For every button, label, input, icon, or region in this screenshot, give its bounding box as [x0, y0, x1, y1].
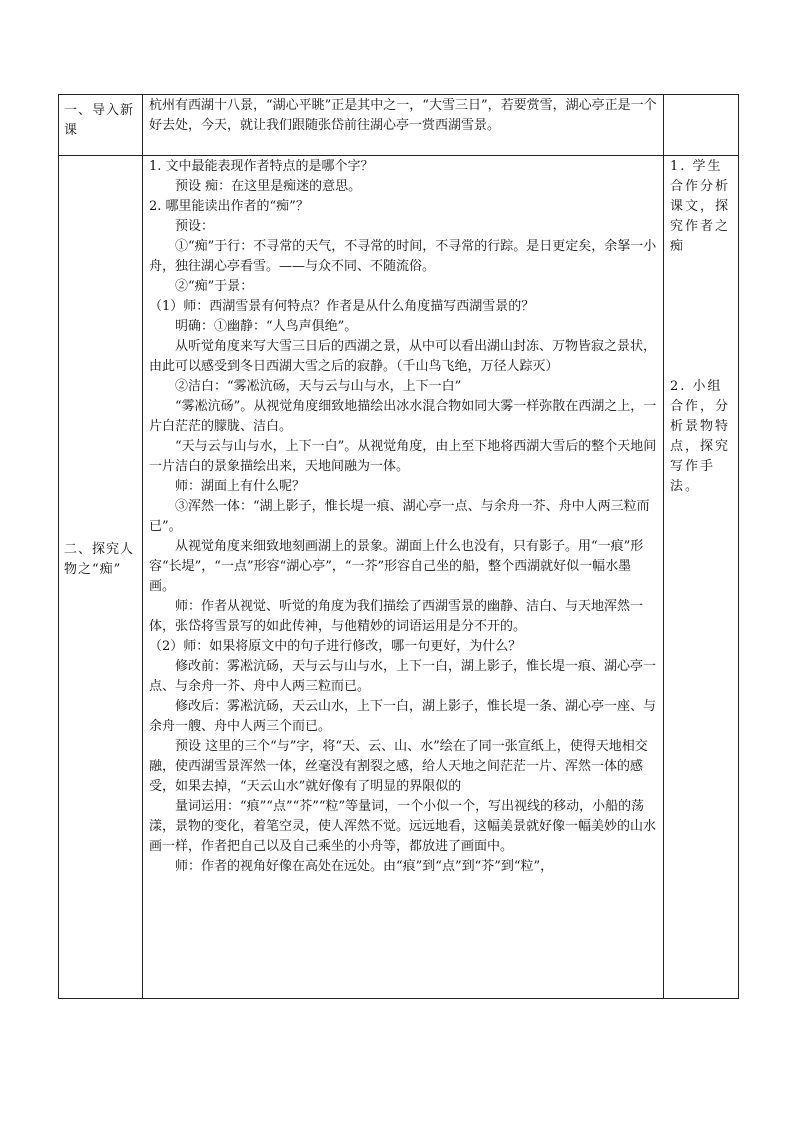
point-1: ①“痴”于行：不寻常的天气，不寻常的时间，不寻常的行踪。是日更定矣，余拏一小舟，独往湖心亭看雪。——与众不同、不随流俗。 [149, 239, 657, 274]
section-label: 二、探究人物之“痴” [64, 542, 135, 577]
note-1: 1. 学生合作分析课文，探究作者之痴 [670, 159, 731, 254]
paragraph: 从听觉角度来写大雪三日后的西湖之景，从中可以看出湖山封冻、万物皆寂之景状，由此可以感受到冬日西湖大雪之后的寂静。（千山鸟飞绝，万径人踪灭） [149, 339, 657, 374]
note-cell [664, 95, 739, 156]
notes-body [664, 156, 738, 497]
section-cell [59, 156, 143, 999]
paragraph: 师：作者的视角好像在高处在远处。由“痕”到“点”到“芥”到“粒”， [175, 859, 554, 874]
paragraph: “天与云与山与水，上下一白”。从视觉角度，由上至下地将西湖大雪后的整个天地间一片洁白的景象描绘出来，天地间融为一体。 [149, 439, 657, 474]
table-row [59, 156, 739, 999]
question-2: 2. 哪里能读出作者的“痴”？ [149, 199, 309, 214]
clarify-3: ③浑然一体：“湖上影子，惟长堤一痕、湖心亭一点、与余舟一芥、舟中人两三粒而已”。 [149, 499, 650, 534]
table-row [59, 95, 739, 156]
note-2: 2. 小组合作，分析景物特点，探究写作手法。 [670, 379, 731, 494]
note-text [664, 95, 738, 96]
paragraph: 师：作者从视觉、听觉的角度为我们描绘了西湖雪景的幽静、洁白、与天地浑然一体，张岱将雪景写的如此传神，与他精妙的词语运用是分不开的。 [149, 599, 644, 634]
note-cell [664, 156, 739, 999]
paragraph: 量词运用：“痕”“点”“芥”“粒”等量词，一个小似一个，写出视线的移动，小船的荡漾，景物的变化，着笔空灵，使人浑然不觉。远远地看，这幅美景就好像一幅美妙的山水画一样，作者把自己以及自己乘坐的小舟等，都放进了画面中。 [149, 799, 657, 854]
paragraph: “雾凇沆砀”。从视觉角度细致地描绘出冰水混合物如同大雾一样弥散在西湖之上，一片白茫茫的朦胧、洁白。 [149, 399, 657, 434]
sub-question-1: （1）师：西湖雪景有何特点？作者是从什么角度描写西湖雪景的？ [149, 299, 535, 314]
clarify-2: ②洁白：“雾凇沆砀，天与云与山与水，上下一白” [175, 379, 462, 394]
teacher-question: 师：湖面上有什么呢？ [175, 479, 306, 494]
content-cell [143, 95, 664, 156]
clarify-1: 明确：①幽静：“人鸟声俱绝”。 [175, 319, 358, 334]
point-2: ②“痴”于景： [175, 279, 254, 294]
section-cell [59, 95, 143, 156]
content-cell [143, 156, 664, 999]
paragraph: 预设 这里的三个“与”字，将“天、云、山、水”绘在了同一张宣纸上，使得天地相交融，使西湖雪景浑然一体，丝毫没有割裂之感，给人天地之间茫茫一片、浑然一体的感受，如果去掉，“天云山水”就好像有了明显的界限似的 [149, 739, 648, 794]
after-revision: 修改后：雾凇沆砀，天云山水，上下一白，湖上影子，惟长堤一条、湖心亭一座、与余舟一艘、舟中人两三个而已。 [149, 699, 657, 734]
lesson-plan-table [58, 94, 739, 999]
paragraph: 从视觉角度来细致地刻画湖上的景象。湖面上什么也没有，只有影子。用“一痕”形容“长堤”，“一点”形容“湖心亭”，“一芥”形容自己坐的船，整个西湖就好似一幅水墨画。 [149, 539, 644, 594]
section-label: 一、导入新课 [64, 103, 135, 138]
answer-1: 预设 痴：在这里是痴迷的意思。 [175, 179, 362, 194]
preset-label: 预设： [175, 219, 215, 234]
content-text: 杭州有西湖十八景，“湖心平眺”正是其中之一，“大雪三日”，若要赏雪，湖心亭正是一个好去处，今天，就让我们跟随张岱前往湖心亭一赏西湖雪景。 [149, 98, 657, 133]
before-revision: 修改前：雾凇沆砀，天与云与山与水，上下一白，湖上影子，惟长堤一痕、湖心亭一点、与余舟一芥、舟中人两三粒而已。 [149, 659, 657, 694]
content-body [143, 156, 663, 877]
sub-question-2: （2）师：如果将原文中的句子进行修改，哪一句更好，为什么？ [149, 639, 522, 654]
question-1: 1. 文中最能表现作者特点的是哪个字？ [149, 159, 374, 174]
